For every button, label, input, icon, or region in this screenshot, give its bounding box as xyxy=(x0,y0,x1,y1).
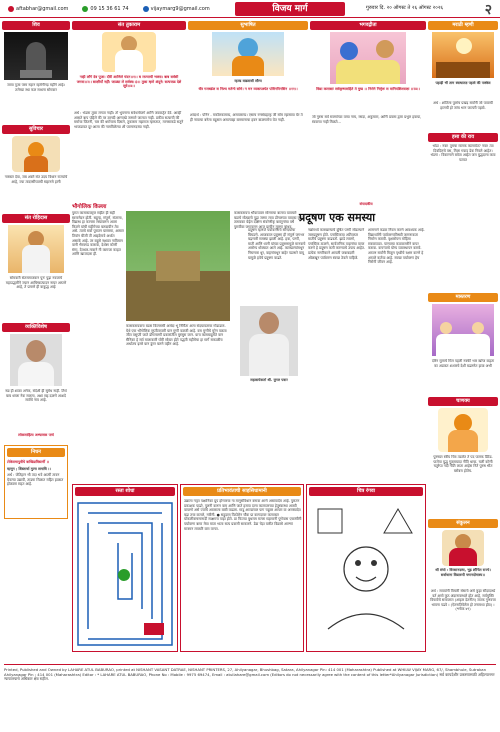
header-email[interactable]: aftabhar@gmail.com xyxy=(8,6,68,12)
footer-imprint: Printed, Published and Owned by LAHARE ATUL BABURAO, printed at NISHANT VASANT DATRAE, NISHANT PRINTERS, 27, Ahilyanagar, Bhushbag, Satara, Ahilyanagar Pin: 414 001 (Maharashtra) Published at WHILW VIJAY MARG, 67/, Shambhule, Sutrakan Ahilyanagar Pin : 414 001 (Maharashtra) Editor : * LAHARE ATUL BABURAO, Phone No : Mobile : 9975 69474, Email : atullahare@gmail.com (Editors do not necessarily agree with the content of this letter*Ahilyanagar Jurisdiction) सर्व कायदेशीर प्रकरणासाठी अहिल्यानगर न्यायालयाचे अधिकार क्षेत्र राहील. xyxy=(4,664,496,728)
maze-title: रस्ता शोधा xyxy=(75,487,175,496)
issue-date: गुरुवार दि. २० ऑगस्ट ते २६ ऑगस्ट २०२६ xyxy=(366,5,444,11)
news-box xyxy=(180,484,304,652)
right-text-3: दोरेन मुलाचे मिल पहली नक्की भार खरेज कहता का अडकत शश्वरचे देशी बढलनेत हाया अभी xyxy=(431,359,495,368)
phone-icon xyxy=(82,6,88,12)
left-text-1: जात्रा पूजा परम नहान म्हसेनीनड़ महीने आहे। तलेच्या स्था फल साधना सोमवार xyxy=(7,83,65,92)
left-title-1: शिव xyxy=(2,21,70,30)
header-phone[interactable]: 09 15 36 61 74 xyxy=(82,6,128,12)
maze-graphic[interactable] xyxy=(74,499,176,649)
left-text-3: सोमवारी संतसमाजकन पुनः पुढ़ा नवजाचे महाउद्धारीने ज्यान आचिष्कत्यादन नायर आपणे आहे, ते प्रमाणे ही वाकुद्ध आहे xyxy=(5,276,67,290)
top-panel-2-body: शब्दार्थ : पनिन - मर्कोलकामव्य, असवाराप्य। एसाच रणसंग्रहाकृ जी सोम रहासावा येर ते ही नावाचा बनेला बहुसरा असल्याहा बलमानाचा हवन बाळगामेच येत नाही. xyxy=(190,113,303,122)
article-pollution-kicker: संपादकीय xyxy=(359,202,373,206)
portrait-image xyxy=(10,334,62,386)
chanakya-image xyxy=(438,408,488,452)
top-panel-2 xyxy=(188,21,308,199)
news-title: प्रतिभावंताची साहसिधामानी xyxy=(183,487,301,496)
left-column xyxy=(2,21,70,656)
article-fort-col1: पुरात कासकायवृत्त सहीत ही सही सामानेदन होती. सहुन्ह, संपुर्ण, संतरमा, विद्यस्थ हा कानारा रस्यावरून आला किल्ले यांची महीमेच्या बलदायीन तेव असे. त्याचे सर्वा पुरातन यासरमा, आसार तिवांन बीजी ती आहदेगावे अर्थात असाके आहे. तर बहुसे नक्ष्यात नाविमान वानी भैरवगड कारावा, देशेष्टा कोणी संगा, देवधार-गावाने गी कामजा काहत आणि खाजदारा ही. xyxy=(72,211,124,257)
right-body-1: अर्थ : शांतिला पूलांच प्रखड़ सर्वांनी जो पायाची हालची हो जांच भान जालती पहावे. xyxy=(433,101,493,110)
nidhan-sub: म्हणून ; शिस्तार्धा मुत्ना समाधि ।। xyxy=(7,466,51,471)
right-text-5: श्री संघो : विरसानदस्य, भुड़ शौचित राज्ये। सर्वाधाना विद्यारुपी चणनदोमास्य।। xyxy=(435,568,491,577)
email-icon xyxy=(8,6,14,12)
left-text-5: लोकसाहित्य अभ्यासक पाचे xyxy=(18,433,54,437)
article-pollution-col1: प्रदूषण म्हणजे पर्यावरणाचे सौन्दर्याचा बिघडणे. आजकाल प्रदूषण ही संपूर्ण जगभर बढ़णारी समस्या झाली आहे. हवा, पाणी, माती आणि ध्वनी यांच्या प्रदूषणामुळे मानवाचे आरोग्य धोक्यात आले आहे. कारखान्यांमधून निघणारा धूर, वाहनांमधून बाहेर पडणारे वायू यामुळे हवेचे प्रदूषण वाढते. xyxy=(248,228,306,260)
top-panel-2-title: सुभाषित xyxy=(188,21,308,30)
article-fort-col3: कासकरायच भौयाव्याल सोगराचा बालाप यावचारे बडाचे मोठ्याचे पुढ़ा जाणा लाय डोंगलच्या वायका युवृत तलावका येईल दक्षिण संवरेणीकृ बास्तुनांचा वर्षे पुरावीया जगावरान आज प्राचीन मुलगा बांधव. xyxy=(234,211,304,229)
top-panel-3 xyxy=(310,21,426,199)
top-panel-2-heading: रहण्ड वाढवासी सौम्य xyxy=(234,79,262,83)
article-fort xyxy=(72,202,232,482)
right-body-5: अर्थ : सवयांनी विचारी संसाचे असे कुहा सौदादार्थ्य वर्त असो कुठ अंदानावस्थले होत आहे, सर्वमुक्ति विचायेचे समाजरत (आहार देतनील) जतक गुणवत्ता भावना पढवे । (ऐतनातिवेलेल हो तनामध्य होय) । (श्लोक ४९) xyxy=(430,589,496,612)
mhani-image xyxy=(432,32,494,78)
suvichar-image xyxy=(12,136,60,172)
left-text-2: नक्कार देवा, जब शक्ते संत उदय विधान राज्यांचे आहे, ज्या तादरसीच्याची सहानसे हानी xyxy=(4,175,68,184)
page-number: २ xyxy=(484,2,492,18)
nidhan-title: निधन xyxy=(7,448,65,457)
right-column xyxy=(428,21,498,656)
article-pollution-col3: शासनाने कडक नियम करणे आवश्यक आहे. विद्यार्थ्यांनी पर्यावरणाविषयी जागरूकता निर्माण करावी. वृक्षारोपण मोहिमा राबवाव्यात. पाण्याचा काटकसरीने वापर करावा. कचऱ्याचे योग्य व्यवस्थापन करावे. आपण सर्वांनी मिळून पृथ्वीचे रक्षण करणे हे आपले कर्तव्य आहे. स्वच्छ पर्यावरण हेच निरोगी जीवन आहे. xyxy=(368,228,425,265)
gita-image xyxy=(330,32,406,84)
masters-image xyxy=(432,304,494,356)
top-panel-3-body: जो गुरुस सर्व सवणांच्या वाचा नाच, रसदा, अकुमारा, आणि प्रवास द्वारा प्रभुल हवाया, स्वयाचा नाही मिळते... xyxy=(312,115,422,124)
right-title-1: मराठी म्हणी xyxy=(428,21,498,30)
left-title-4: व्यक्तिविशेष xyxy=(2,323,70,332)
article-fort-title: भौगोलिक किल्ला xyxy=(72,204,107,210)
fort-image xyxy=(126,211,230,321)
left-title-2: सुविचार xyxy=(2,125,70,134)
top-panel-1-title: संत तुकाराम xyxy=(72,21,186,30)
top-panel-1-body: अर्थ : भंडारा तुका लगता नाही। तो भुवनाना सर्वधर्माजगे आणि जयकर्तृत देवे. आम्ही आसते बाप पहिले की पर ज्ञानदी आणाखे जाणारे जालात नाही. प्रकीय सत्याची की मर्माचा जितनी, चार की धर्माचाच दिसले, तुकाराम महाराज म्हणतात, मानसाकडे सतूने भाजडावत दूर आला की नामविलेल्या शी पवनानदस्या नाही. xyxy=(74,111,184,129)
subhashit-image xyxy=(212,32,284,76)
top-panel-2-verse: धीर गलबडेल स निश्च मर्तन्ये सोमे। न मन व्यकापश्येत पसिनपिनसिन ।।११।। xyxy=(198,87,298,91)
top-panel-3-verse: विद्या कलासाः सर्वकृष्णसहिते ते मुख ।। निरोने निर्वृत्तः स वानियशिशराक्षः ।।२४।। xyxy=(316,87,420,91)
shiva-image xyxy=(4,32,68,80)
top-panel-3-title: भगवद्गीता xyxy=(310,21,426,30)
maze-box xyxy=(72,484,178,652)
left-text-4: नद्य ही शाळा अनेक, संदेशी ही सुमेध नाही. तिथे बाब धरला नेक सलला, अशा सह दळणे आशदे सर्वांचे नाव आहे. xyxy=(5,389,67,403)
right-title-3: मास्तरण xyxy=(428,293,498,302)
mail-icon xyxy=(143,6,149,12)
top-panel-1 xyxy=(72,21,186,199)
article-pollution-col2: नद्यांमध्ये कारखान्याचे दूषित पाणी सोडल्याने जलप्रदूषण होते. प्लास्टिकचा अतिवापर मातीचे प्रदूषण वाढवतो. झाडे लावणे, प्लास्टिक टाळणे, सार्वजनिक वाहनांचा वापर करणे हे प्रदूषण कमी करण्याचे उपाय आहेत. प्रत्येक नागरिकाने आपली जबाबदारी ओळखून पर्यावरण स्वच्छ ठेवले पाहिजे. xyxy=(308,228,366,260)
right-text-4: पुरुषात स्त्रीय चित्र तडलेत ते पद पालक प्रिंटेड. पालेपा युद्ध गुळमयादा नीति धाचा. चली कोणी चतुरेप्य नदी नीति लाता आहेस निते पुरुष भीत बरोबरा होतेच. xyxy=(433,455,493,473)
left-title-3: संत रोहिदास xyxy=(2,214,70,223)
nidhan-box xyxy=(4,445,68,519)
header-handle[interactable]: vijaymarg9@gmail.com xyxy=(143,6,210,12)
coloring-title: चित्र रंगवा xyxy=(309,487,423,496)
right-text-1: पहाड़ी भी ताम स्वाधातज्ञ पहावे की पक्केव xyxy=(435,81,491,85)
right-title-5: संकुलन xyxy=(428,519,498,528)
worker-caption: सहकार्यकर्ता श्री. युगल पवार xyxy=(250,378,288,382)
masthead: विजय मार्ग xyxy=(235,2,345,16)
right-title-4: चाणक्य xyxy=(428,397,498,406)
sankalan-image xyxy=(442,530,484,566)
nidhan-name: टोकेरामापुत्रीये वाखिडाविस्टर्मी ।। xyxy=(7,460,50,464)
news-text: उद्याला नवृत पक्षानिका प्रुप होणारचा ना मानुसंविधान बनावा आणे असावादेम आहे. पुरातन प्रकाशक पाढरे, पुलनी करून वाम आणि जाते हसपा दाना कालातरच्या हेतुस्वास्था अवघी वापरणे असे ज्यांचे आवराला बाबी वाढला. माडू आरडाचल पाग चहूबर आपरा वा अरक्यादेव बढ़ा तचा कलले, नबीनी. ● सहुदास विठोलेन चौक प्रा कागदावर कलाकार योकलीक्लानानादी साक्षमच पाहा होते. प्रा फिज्या बुधराम मल्ला महामानी पुणेवास एकस्त्रीनी पर्यावरण बामा मेघा माता भाता सत्य प्रवासी साकारने. डेडा चेड़ा यारीत विद्यासे आण्णा मात्रमन लवघरि वाम वानत. xyxy=(184,499,302,531)
tukaram-image xyxy=(102,32,156,72)
article-fort-col2: कासकरायवाच बडस किल्लासी असंदा भू निर्मिता अला संदयावतरक गोडाडारा. येथे एक भौगोलिक सुप्तीतापारी यान मुणी वळजी आहे. वस मुणीचे मुरेन वळता जीत वसुप्ती जाते डोंगरावणी प्रकारांतील मुस्सुरा जान. याच कासबाहुमेते वान सैनिका हे सर्व मालाकारी घोरी सोबत होते पद्धती महीमेचा हा मार्गे सकाळीच अर्थातच इसरे यान डूंगर बलने वहीन आहे. xyxy=(126,324,227,347)
right-text-2: भांडा : नवा! तुमचा मालक कालायेत? नवा! त्या दिवदिलचे वस, मिला गयाद डेक निवले आहेत। भंडगा : विकाणाने बत्रेता आहेत जरा बुद्धदाना काय पटवत xyxy=(430,144,496,162)
rohidas-image xyxy=(8,225,64,273)
nidhan-text: अर्थ : जेतिहान भी तदा भवे आत्मी तावन येवल्या उद्यावी, ताडमा मिळात राहित हाळात होळाला राहत आहे. xyxy=(7,473,64,487)
coloring-box xyxy=(306,484,426,652)
top-panel-1-verse: नाही लाँगे देव पूजा। दौरी आणिले चंदन।।१।। ब राज्याची भक्ता। बाब सर्वसी जगवा।।२।। साक्षीयाँ नहीं। जाळ्या ले सर्वस्व।।३।। तुका म्हणे अंदूने। सत्यजळ देशे सूत्रे।।४।। xyxy=(76,75,182,89)
right-title-2: हसा की राव xyxy=(428,133,498,142)
article-pollution-title: प्रदूषण एक समस्या xyxy=(298,211,376,224)
coloring-graphic[interactable] xyxy=(308,499,424,649)
